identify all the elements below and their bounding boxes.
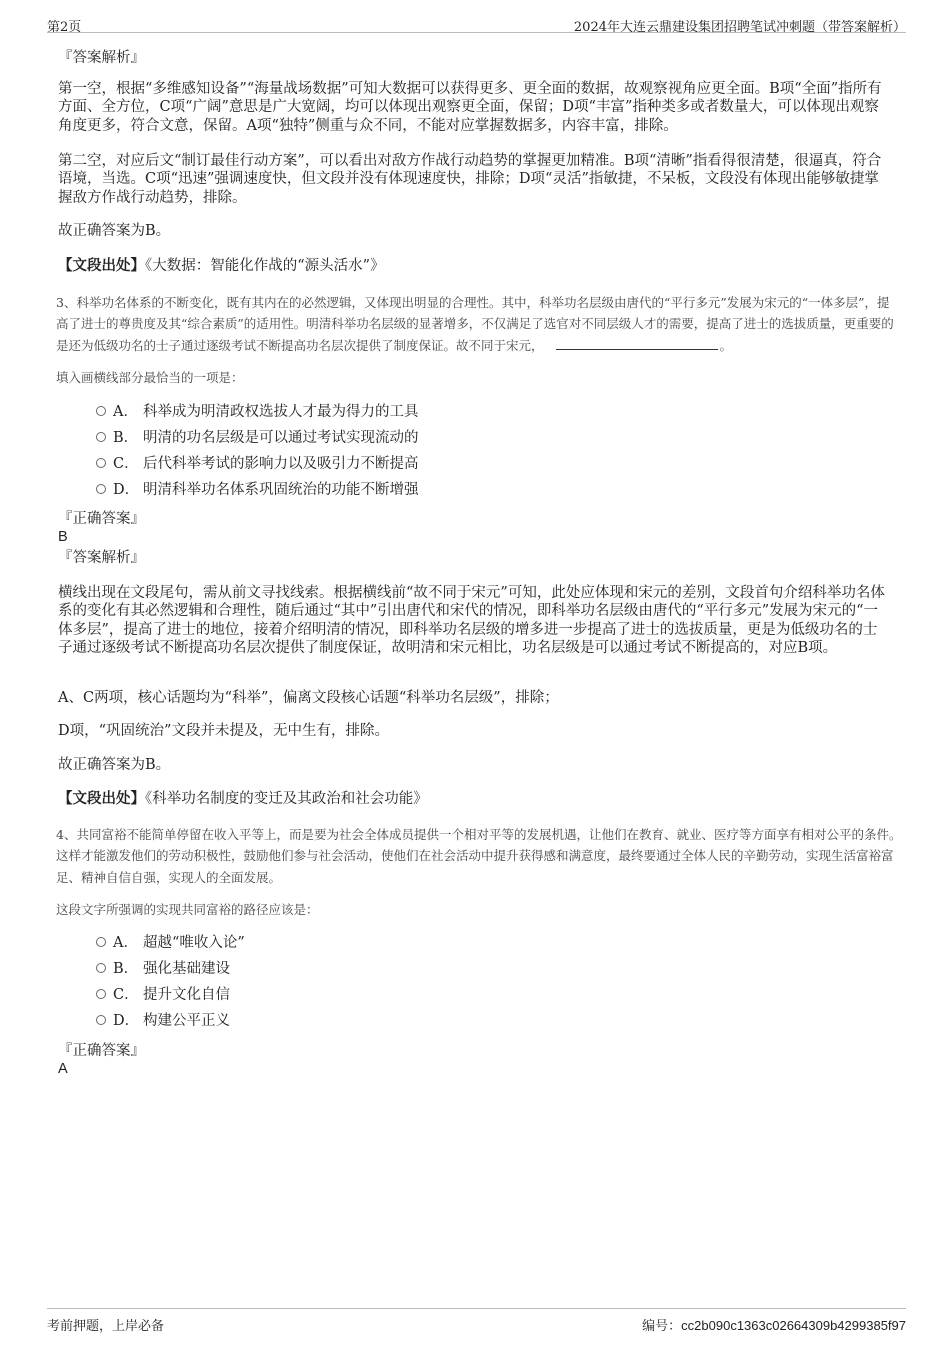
footer-motto: 考前押题，上岸必备 bbox=[47, 1319, 165, 1334]
stem-end: 。 bbox=[719, 337, 733, 353]
radio-button[interactable] bbox=[96, 406, 106, 416]
correct-answer: B bbox=[58, 529, 68, 545]
option-letter: B． bbox=[113, 430, 139, 446]
analysis-paragraph: D项，“巩固统治”文段并未提及，无中生有，排除。 bbox=[58, 723, 389, 739]
option-text: 提升文化自信 bbox=[143, 987, 230, 1003]
option-letter: D． bbox=[113, 1013, 140, 1029]
option-d[interactable] bbox=[96, 1010, 230, 1032]
option-letter: C． bbox=[113, 456, 139, 472]
option-c[interactable] bbox=[96, 984, 230, 1006]
radio-button[interactable] bbox=[96, 484, 106, 494]
option-text: 构建公平正义 bbox=[143, 1013, 230, 1029]
correct-answer: A bbox=[58, 1061, 68, 1077]
question-prompt: 填入画横线部分最恰当的一项是： bbox=[56, 370, 244, 385]
analysis-paragraph: 第一空，根据“多维感知设备”“海量战场数据”可知大数据可以获得更多、更全面的数据，故观察视角应更全面。B项“全面”指所有方面、全方位，C项“广阔”意思是广大宽阔，均可以体现出观察更全面，保留；D项“丰富”指种类多或者数量大，可以体现出观察角度更多，符合文意，保留。A项“独特”侧重与众不同，不能对应掌握数据多，内容丰富，排除。 bbox=[58, 81, 882, 134]
document-code: 编号：cc2b090c1363c02664309b4299385f97 bbox=[642, 1318, 906, 1333]
radio-button[interactable] bbox=[96, 963, 106, 973]
option-text: 后代科举考试的影响力以及吸引力不断提高 bbox=[143, 456, 419, 472]
radio-button[interactable] bbox=[96, 458, 106, 468]
option-text: 超越“唯收入论” bbox=[143, 935, 245, 951]
option-letter: A． bbox=[113, 404, 138, 420]
source-citation bbox=[58, 257, 888, 275]
source-label: 【文段出处】 bbox=[58, 790, 145, 807]
option-text: 强化基础建设 bbox=[143, 961, 230, 977]
analysis-paragraph: 横线出现在文段尾句，需从前文寻找线索。根据横线前“故不同于宋元”可知，此处应体现和宋元的差别，文段首句介绍科举功名体系的变化有其必然逻辑和合理性，随后通过“其中”引出唐代和宋代的情况，即科举功名层级由唐代的“平行多元”发展为宋元的“一体多层”，提高了进士的地位，接着介绍明清的情况，即科举功名层级的增多进一步提高了进士的选拔质量，更是为低级功名的士子通过逐级考试不断提高功名层次提供了制度保证，故明清和宋元相比，功名层级是可以通过考试不断提高的，对应B项。 bbox=[58, 585, 885, 656]
question-stem-text: 3、科举功名体系的不断变化，既有其内在的必然逻辑，又体现出明显的合理性。其中，科举功名层级由唐代的“平行多元”发展为宋元的“一体多层”，提高了进士的尊贵度及其“综合素质”的适用性。明清科举功名层级的显著增多，不仅满足了选官对不同层级人才的需要，提高了进士的选拔质量，更重要的是还为低级功名的士子通过逐级考试不断提高功名层次提供了制度保证。故不同于宋元， bbox=[56, 295, 894, 353]
document-title: 2024年大连云鼎建设集团招聘笔试冲刺题（带答案解析） bbox=[573, 20, 906, 35]
source-title: 《科举功名制度的变迁及其政治和社会功能》 bbox=[145, 791, 428, 807]
fill-blank-line bbox=[556, 337, 718, 350]
page-header bbox=[47, 12, 906, 33]
option-letter: B． bbox=[113, 961, 139, 977]
question-prompt: 这段文字所强调的实现共同富裕的路径应该是： bbox=[56, 902, 319, 917]
analysis-heading: 『答案解析』 bbox=[58, 50, 145, 66]
option-letter: C． bbox=[113, 987, 139, 1003]
source-title: 《大数据：智能化作战的“源头活水”》 bbox=[145, 258, 385, 274]
page-footer bbox=[47, 1308, 906, 1335]
analysis-paragraph: 第二空，对应后文“制订最佳行动方案”，可以看出对敌方作战行动趋势的掌握更加精准。B项“清晰”指看得很清楚，很逼真，符合语境，当选。C项“迅速”强调速度快，但文段并没有体现速度快，排除；D项“灵活”指敏捷，不呆板，文段没有体现出能够敏捷掌握敌方作战行动趋势，排除。 bbox=[58, 153, 882, 206]
correct-answer-heading: 『正确答案』 bbox=[58, 511, 145, 527]
option-a[interactable] bbox=[96, 932, 245, 954]
option-b[interactable] bbox=[96, 427, 419, 449]
conclusion-text: 故正确答案为B。 bbox=[58, 757, 171, 773]
option-d[interactable] bbox=[96, 479, 419, 501]
option-text: 明清科举功名体系巩固统治的功能不断增强 bbox=[143, 482, 419, 498]
page-number: 第2页 bbox=[47, 20, 82, 35]
option-letter: D． bbox=[113, 482, 140, 498]
option-text: 科举成为明清政权选拔人才最为得力的工具 bbox=[143, 404, 419, 420]
correct-answer-heading: 『正确答案』 bbox=[58, 1043, 145, 1059]
question-stem bbox=[56, 292, 902, 356]
option-letter: A． bbox=[113, 935, 138, 951]
analysis-heading: 『答案解析』 bbox=[58, 550, 145, 566]
option-c[interactable] bbox=[96, 453, 419, 475]
radio-button[interactable] bbox=[96, 989, 106, 999]
radio-button[interactable] bbox=[96, 937, 106, 947]
source-label: 【文段出处】 bbox=[58, 257, 145, 274]
source-citation bbox=[58, 790, 888, 808]
option-b[interactable] bbox=[96, 958, 230, 980]
analysis-paragraph: A、C两项，核心话题均为“科举”，偏离文段核心话题“科举功名层级”，排除； bbox=[58, 690, 559, 706]
option-text: 明清的功名层级是可以通过考试实现流动的 bbox=[143, 430, 419, 446]
radio-button[interactable] bbox=[96, 1015, 106, 1025]
option-a[interactable] bbox=[96, 401, 419, 423]
radio-button[interactable] bbox=[96, 432, 106, 442]
conclusion-text: 故正确答案为B。 bbox=[58, 223, 171, 239]
question-stem: 4、共同富裕不能简单停留在收入平等上，而是要为社会全体成员提供一个相对平等的发展机遇，让他们在教育、就业、医疗等方面享有相对公平的条件。这样才能激发他们的劳动积极性，鼓励他们参与社会活动，使他们在社会活动中提升获得感和满意度，最终要通过全体人民的辛勤劳动，实现生活富裕富足、精神自信自强，实现人的全面发展。 bbox=[56, 827, 902, 885]
